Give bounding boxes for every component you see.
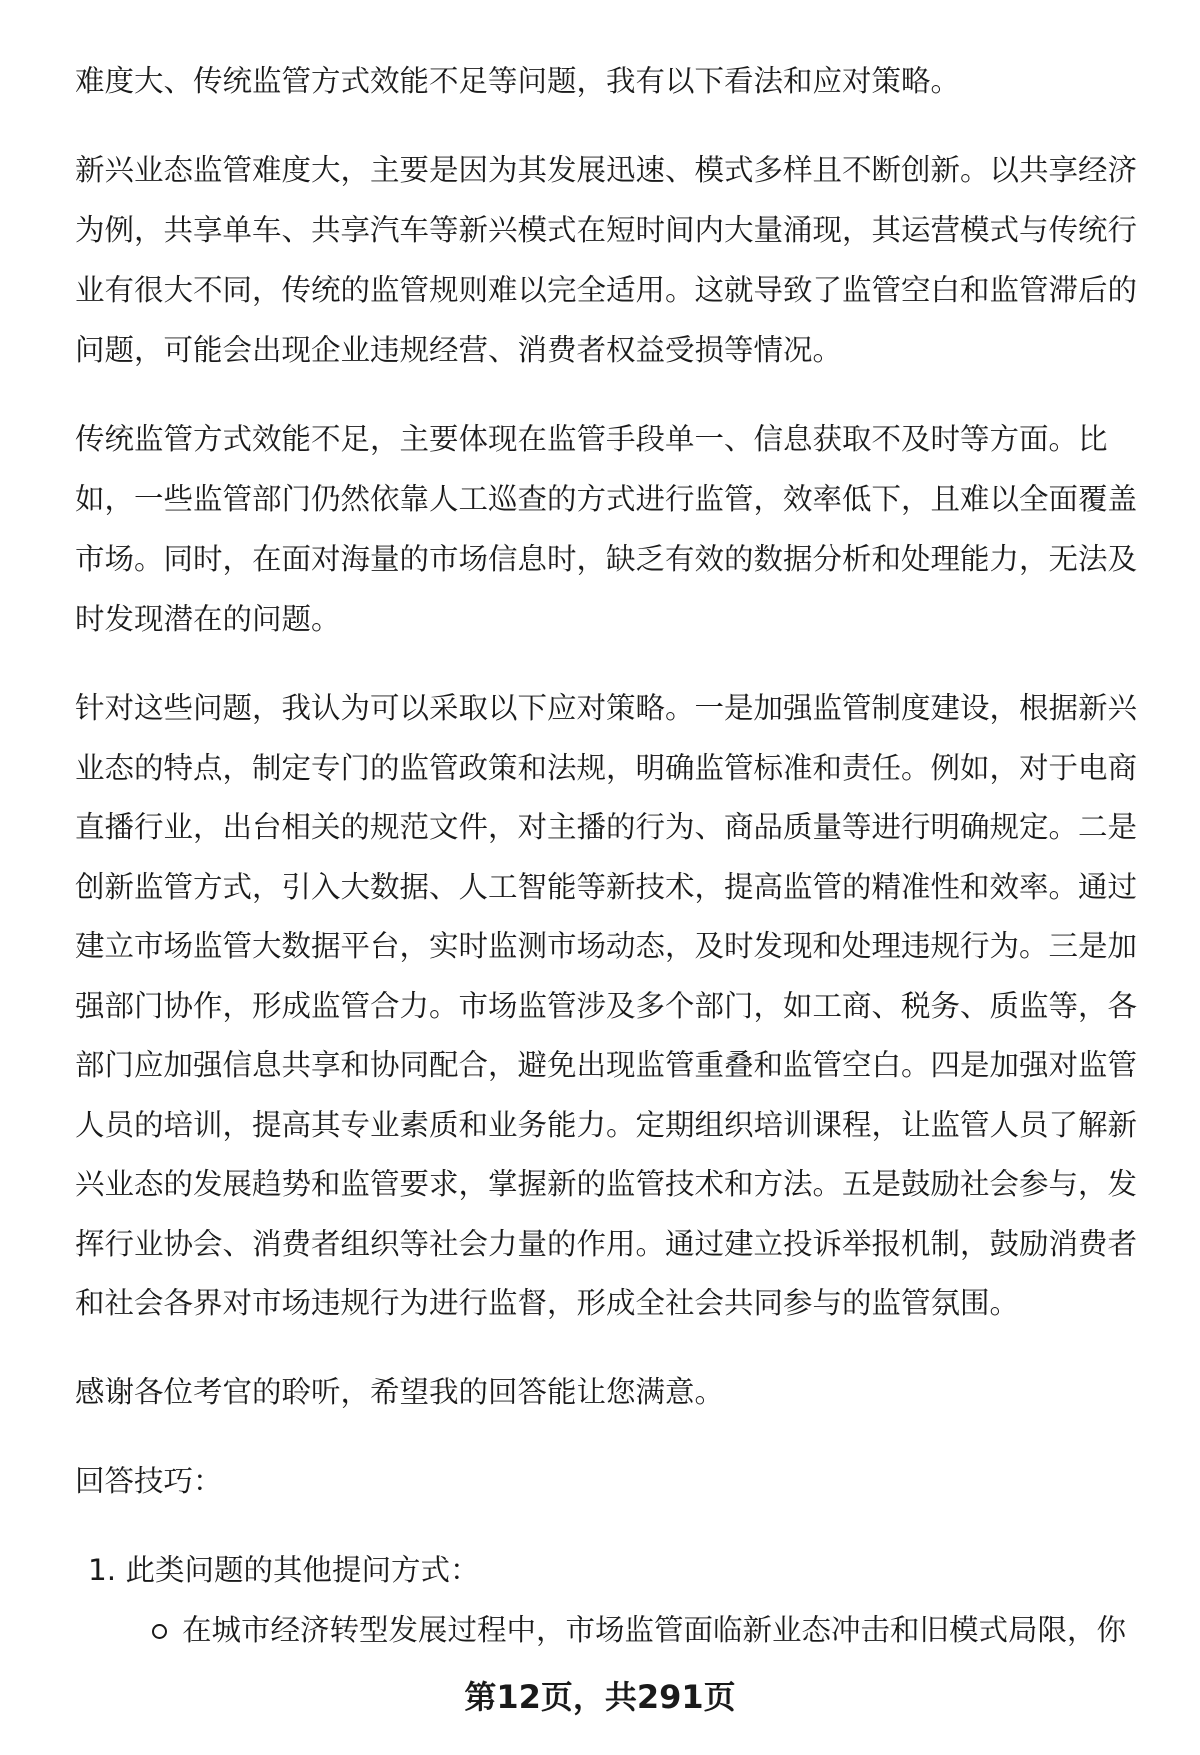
page-number-footer: 第12页，共291页 [464, 1678, 736, 1716]
closing-line: 感谢各位考官的聆听，希望我的回答能让您满意。 [75, 1375, 725, 1409]
para4-line: 挥行业协会、消费者组织等社会力量的作用。通过建立投诉举报机制，鼓励消费者 [75, 1226, 1138, 1261]
tips-heading: 回答技巧： [75, 1464, 223, 1498]
para4-line: 直播行业，出台相关的规范文件，对主播的行为、商品质量等进行明确规定。二是 [75, 810, 1138, 844]
para4-line: 业态的特点，制定专门的监管政策和法规，明确监管标准和责任。例如，对于电商 [75, 750, 1138, 785]
list-item: 1. 此类问题的其他提问方式： [88, 1553, 480, 1587]
para2-line: 问题，可能会出现企业违规经营、消费者权益受损等情况。 [75, 333, 843, 367]
para2-line: 新兴业态监管难度大，主要是因为其发展迅速、模式多样且不断创新。以共享经济 [75, 153, 1138, 187]
para2-line: 为例，共享单车、共享汽车等新兴模式在短时间内大量涌现，其运营模式与传统行 [75, 213, 1138, 247]
intro-line: 难度大、传统监管方式效能不足等问题，我有以下看法和应对策略。 [75, 64, 961, 98]
para4-line: 和社会各界对市场违规行为进行监督，形成全社会共同参与的监管氛围。 [75, 1286, 1020, 1320]
para3-line: 时发现潜在的问题。 [75, 602, 341, 636]
para4-line: 部门应加强信息共享和协同配合，避免出现监管重叠和监管空白。四是加强对监管 [75, 1048, 1138, 1082]
para4-line: 创新监管方式，引入大数据、人工智能等新技术，提高监管的精准性和效率。通过 [75, 869, 1138, 904]
para4-line: 人员的培训，提高其专业素质和业务能力。定期组织培训课程，让监管人员了解新 [75, 1107, 1138, 1142]
para3-line: 传统监管方式效能不足，主要体现在监管手段单一、信息获取不及时等方面。比 [75, 422, 1108, 456]
para4-line: 针对这些问题，我认为可以采取以下应对策略。一是加强监管制度建设，根据新兴 [75, 691, 1138, 725]
hollow-bullet-icon [152, 1624, 167, 1639]
para4-line: 兴业态的发展趋势和监管要求，掌握新的监管技术和方法。五是鼓励社会参与，发 [75, 1167, 1138, 1201]
para2-line: 业有很大不同，传统的监管规则难以完全适用。这就导致了监管空白和监管滞后的 [75, 273, 1138, 307]
para4-line: 强部门协作，形成监管合力。市场监管涉及多个部门，如工商、税务、质监等，各 [75, 988, 1138, 1023]
para3-line: 市场。同时，在面对海量的市场信息时，缺乏有效的数据分析和处理能力，无法及 [75, 542, 1138, 576]
para4-line: 建立市场监管大数据平台，实时监测市场动态，及时发现和处理违规行为。三是加 [75, 929, 1138, 963]
sub-bullet-item: 在城市经济转型发展过程中，市场监管面临新业态冲击和旧模式局限，你 [182, 1613, 1127, 1647]
para3-line: 如，一些监管部门仍然依靠人工巡查的方式进行监管，效率低下，且难以全面覆盖 [75, 482, 1138, 516]
